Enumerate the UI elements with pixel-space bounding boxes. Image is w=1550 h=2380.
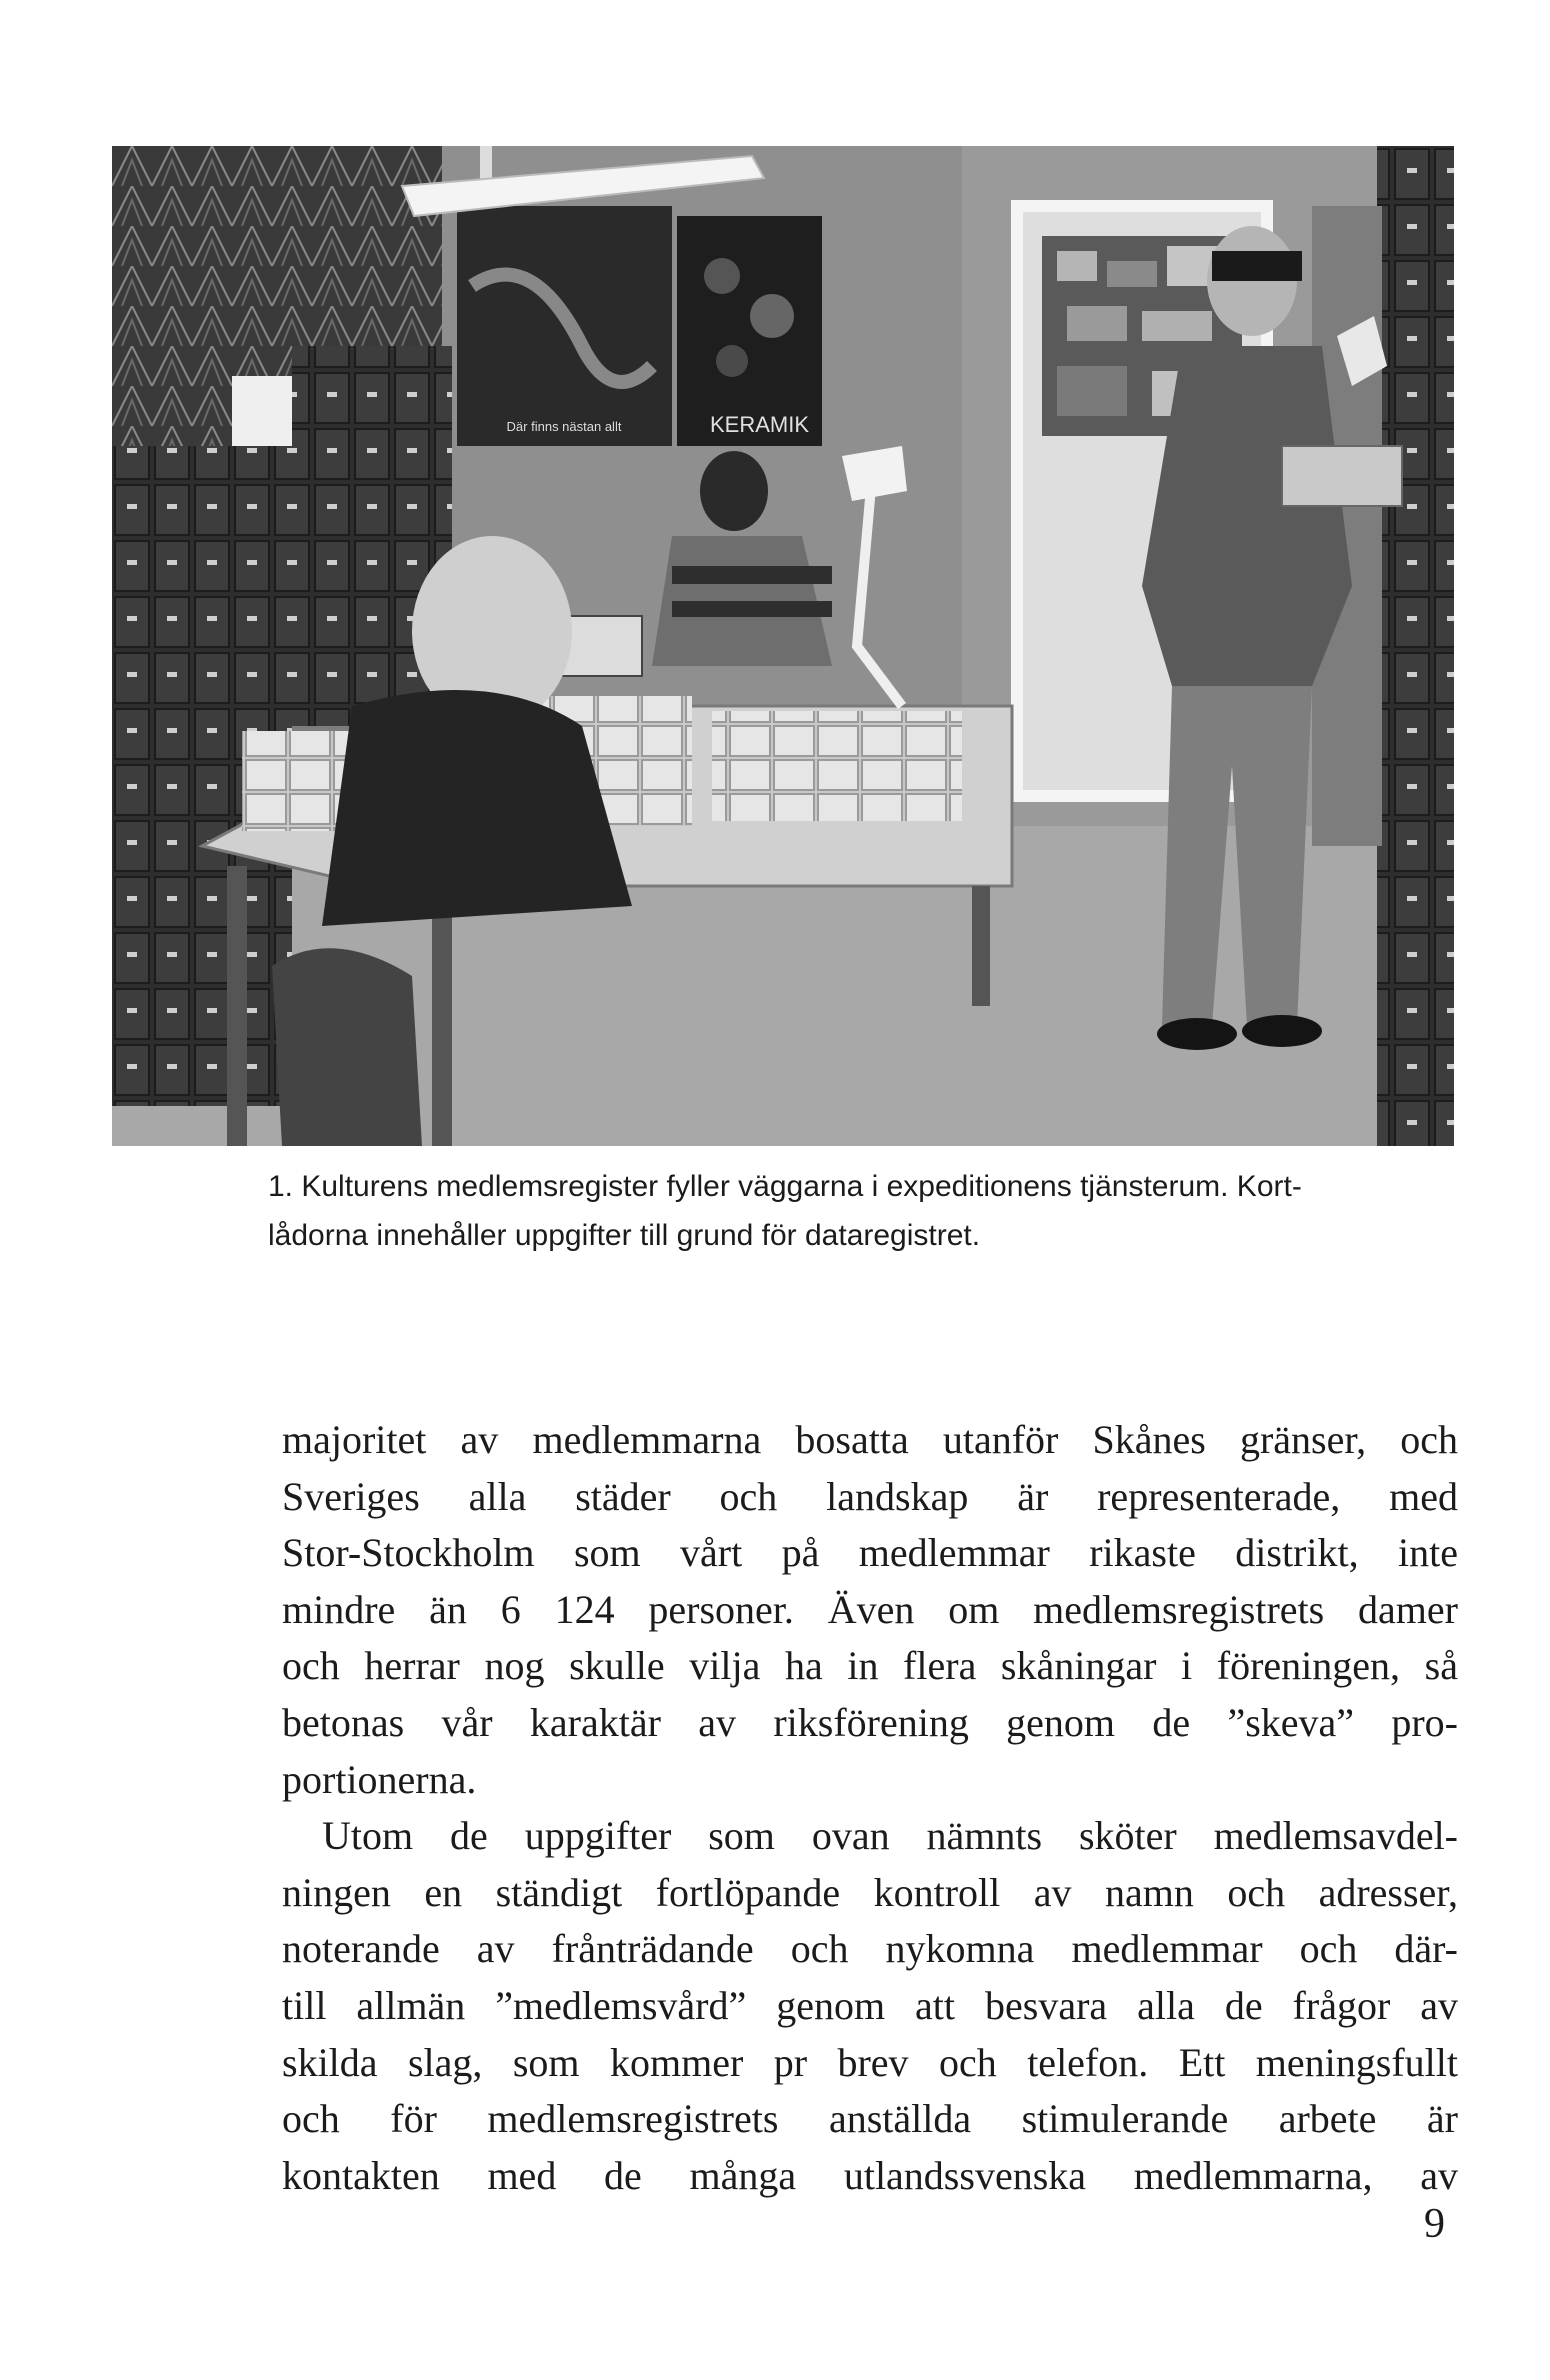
text-line: portionerna. xyxy=(282,1756,477,1802)
binders xyxy=(232,376,292,446)
glasses xyxy=(1212,251,1302,281)
text-line: skilda slag, som kommer pr brev och telefon. Ett meningsfullt xyxy=(282,2039,1458,2085)
text-line: till allmän ”medlemsvård” genom att besvara alla de frågor av xyxy=(282,1982,1458,2028)
text-line: och för medlemsregistrets anställda stimulerande arbete är xyxy=(282,2096,1458,2142)
chair xyxy=(272,948,422,1146)
text-line: Utom de uppgifter som ovan nämnts sköter medlemsavdel- xyxy=(322,1813,1458,1859)
keramik-text: KERAMIK xyxy=(710,412,810,437)
text-line: Stor-Stockholm som vårt på medlemmar rikaste distrikt, inte xyxy=(282,1530,1458,1576)
caption-line: 1. Kulturens medlemsregister fyller väggarna i expeditionens tjänsterum. Kort- xyxy=(268,1170,1302,1203)
card-file-cabinet-right xyxy=(1377,146,1454,1146)
woman-back-head xyxy=(700,451,768,531)
text-line: majoritet av medlemmarna bosatta utanför Skånes gränser, och xyxy=(282,1417,1458,1462)
text-line: kontakten med de många utlandssvenska medlemmarna, av xyxy=(282,2152,1458,2198)
text-line: mindre än 6 124 personer. Även om medlemsregistrets damer xyxy=(282,1586,1458,1632)
text-line: Sveriges alla städer och landskap är representerade, med xyxy=(282,1473,1458,1519)
text-line: och herrar nog skulle vilja ha in flera skåningar i föreningen, så xyxy=(282,1643,1458,1689)
page-number: 9 xyxy=(1424,2201,1445,2247)
text-line: noterande av frånträdande och nykomna medlemmar och där- xyxy=(282,1926,1458,1972)
figure-caption xyxy=(268,1162,1458,1260)
card-boxes xyxy=(712,711,962,821)
photo-illustration xyxy=(112,146,1454,1146)
text-line: ningen en ständigt fortlöpande kontroll av namn och adresser, xyxy=(282,1869,1458,1915)
body-text xyxy=(282,1412,1458,2204)
poster-text: Där finns nästan allt xyxy=(506,419,622,434)
man-sweater xyxy=(1142,346,1352,686)
text-line: betonas vår karaktär av riksförening genom de ”skeva” pro- xyxy=(282,1699,1458,1745)
card-tray xyxy=(1282,446,1402,506)
office-photograph xyxy=(112,146,1454,1146)
caption-line: lådorna innehåller uppgifter till grund för dataregistret. xyxy=(268,1219,981,1252)
